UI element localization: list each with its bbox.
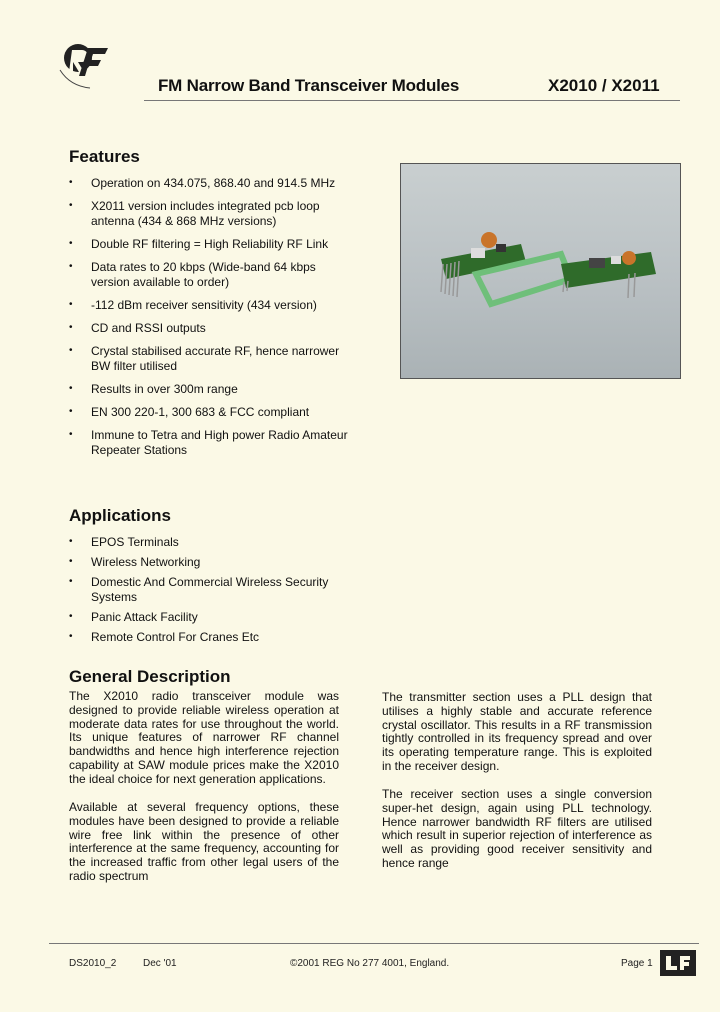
list-item: • Immune to Tetra and High power Radio Amateur Repeater Stations: [69, 428, 348, 457]
list-item: • EPOS Terminals: [69, 535, 179, 549]
applications-heading: Applications: [69, 506, 172, 525]
document-id: DS2010_2: [69, 958, 117, 969]
list-item: • Data rates to 20 kbps (Wide-band 64 kbps version available to order): [69, 260, 316, 289]
list-item: • CD and RSSI outputs: [69, 320, 206, 335]
list-item: • Remote Control For Cranes Etc: [69, 629, 260, 644]
company-logo: [56, 40, 120, 96]
list-item: • Wireless Networking: [69, 555, 201, 570]
list-item: • -112 dBm receiver sensitivity (434 version): [69, 297, 317, 312]
list-item: • Crystal stabilised accurate RF, hence narrower BW filter utilised: [69, 344, 340, 373]
description-paragraph: The receiver section uses a single conversion super-het design, again using PLL technology. Hence narrower bandwidth RF filters are utilised which result in superior rejection of interference as well as providing good receiver sensitivity and hence range: [382, 787, 652, 870]
footer-logo: [660, 950, 696, 976]
description-paragraph: The transmitter section uses a PLL design that utilises a highly stable and accurate reference crystal oscillator. This results in a RF transmission tightly controlled in its frequency spread and over its operating temperature range. This is exploited in the receiver design.: [382, 690, 652, 773]
applications-list: [69, 535, 354, 650]
footer-divider: [49, 943, 699, 944]
list-item: • Operation on 434.075, 868.40 and 914.5 MHz: [69, 176, 336, 190]
product-photo: [400, 163, 681, 379]
description-heading: General Description: [69, 667, 231, 686]
list-item: • Domestic And Commercial Wireless Security Systems: [69, 575, 329, 604]
description-paragraph: Available at several frequency options, these modules have been designed to provide a reliable wire free link within the presence of other interference at the same frequency, accounting for the increased traffic from other legal users of the radio spectrum: [69, 800, 339, 883]
document-date: Dec '01: [143, 958, 177, 969]
list-item: • EN 300 220-1, 300 683 & FCC compliant: [69, 405, 310, 419]
header-divider: [144, 100, 680, 101]
model-number: X2010 / X2011: [548, 76, 660, 95]
features-heading: Features: [69, 147, 140, 166]
page-number: Page 1: [621, 958, 653, 969]
list-item: • Double RF filtering = High Reliability RF Link: [69, 236, 329, 251]
description-paragraph: The X2010 radio transceiver module was designed to provide reliable wireless operation at moderate data rates for use throughout the world. Its unique features of narrower RF channel bandwidths and hence high interference rejection capability at SAW module prices make the X2010 the ideal choice for next generation applications.: [69, 689, 339, 786]
document-title: FM Narrow Band Transceiver Modules: [158, 76, 460, 95]
features-list: [69, 176, 349, 466]
list-item: • Results in over 300m range: [69, 381, 238, 396]
copyright: ©2001 REG No 277 4001, England.: [290, 958, 450, 969]
list-item: • X2011 version includes integrated pcb loop antenna (434 & 868 MHz versions): [69, 199, 320, 228]
list-item: • Panic Attack Facility: [69, 609, 198, 624]
